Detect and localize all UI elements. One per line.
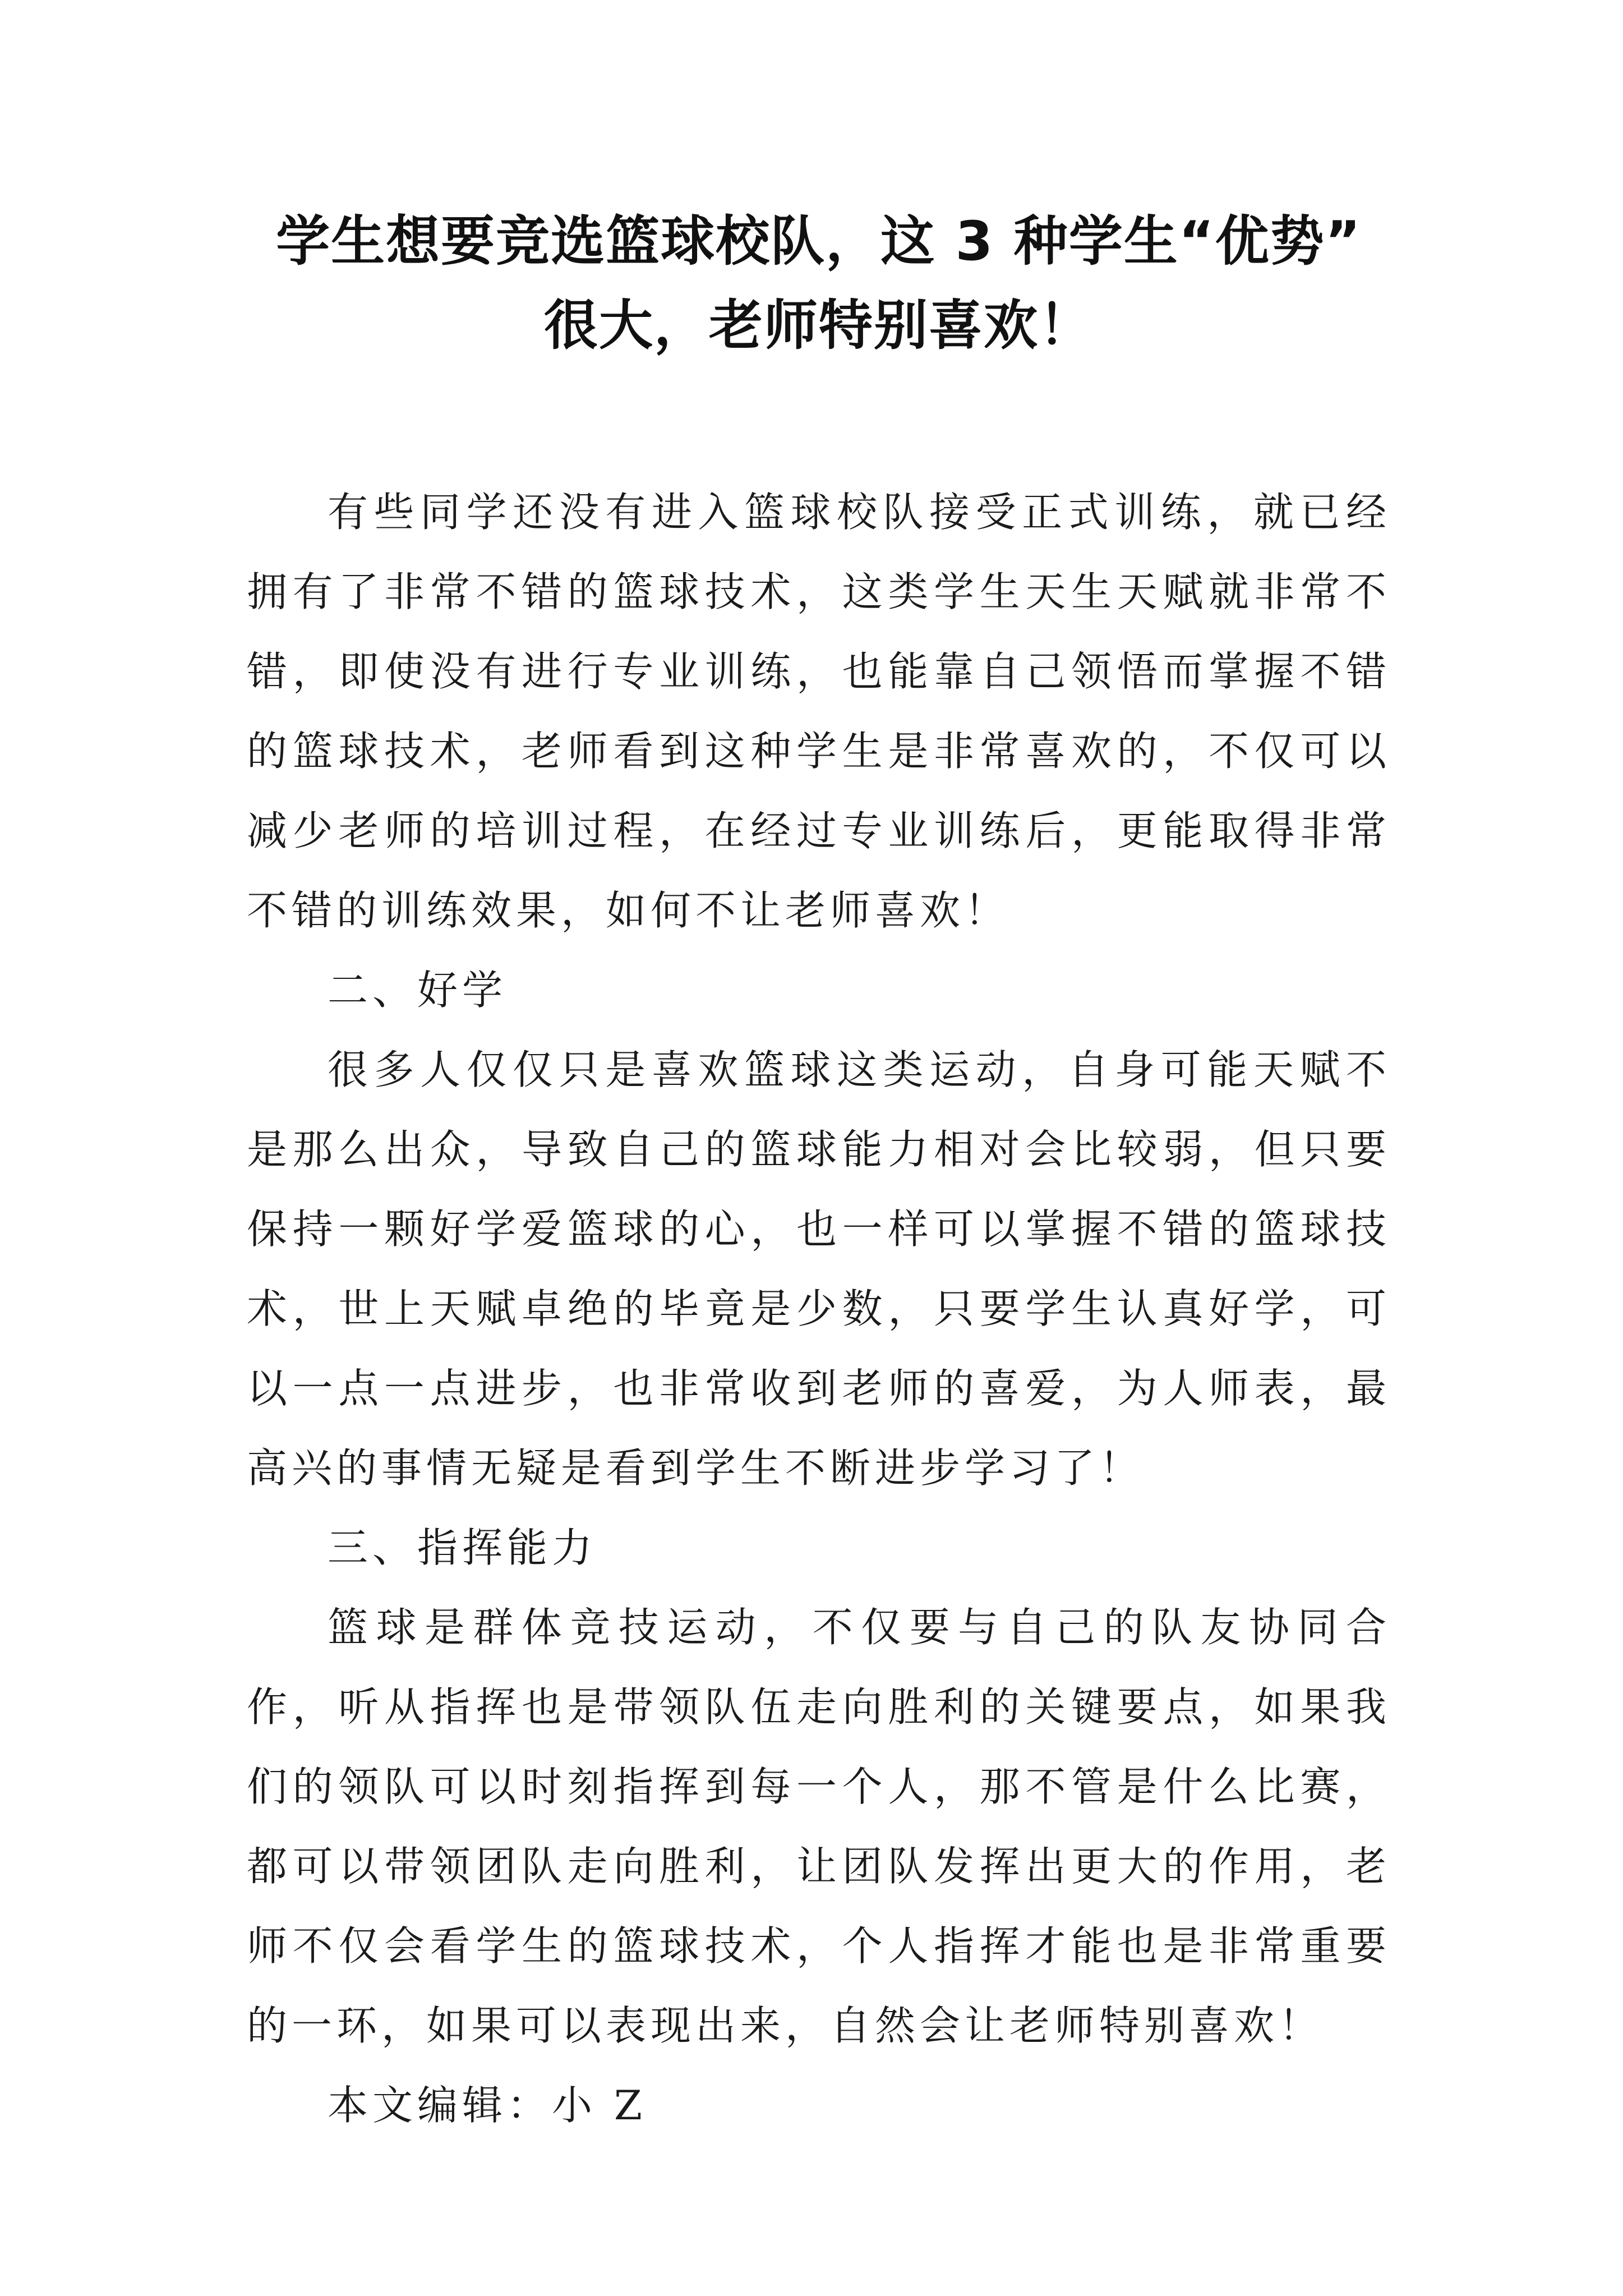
editor-credit: 本文编辑：小 Z [328, 2082, 647, 2129]
document-title [241, 199, 1396, 367]
paragraph-1: 有些同学还没有进入篮球校队接受正式训练，就已经拥有了非常不错的篮球技术，这类学生天生天赋就非常不错，即使没有进行专业训练，也能靠自己领悟而掌握不错的篮球技术，老师看到这种学生是非常喜欢的，不仅可以减少老师的培训过程，在经过专业训练后，更能取得非常不错的训练效果，如何不让老师喜欢！ [247, 489, 1391, 934]
title-line-1: 学生想要竞选篮球校队，这 3 种学生“优势” [276, 210, 1362, 273]
paragraph-3: 篮球是群体竞技运动，不仅要与自己的队友协同合作，听从指挥也是带领队伍走向胜利的关键要点，如果我们的领队可以时刻指挥到每一个人，那不管是什么比赛，都可以带领团队走向胜利，让团队发挥出更大的作用，老师不仅会看学生的篮球技术，个人指挥才能也是非常重要的一环，如果可以表现出来，自然会让老师特别喜欢！ [247, 1604, 1391, 2049]
title-line-2: 很大，老师特别喜欢！ [544, 294, 1094, 357]
paragraph-2: 很多人仅仅只是喜欢篮球这类运动，自身可能天赋不是那么出众，导致自己的篮球能力相对会比较弱，但只要保持一颗好学爱篮球的心，也一样可以掌握不错的篮球技术，世上天赋卓绝的毕竟是少数，只要学生认真好学，可以一点一点进步，也非常收到老师的喜爱，为人师表，最高兴的事情无疑是看到学生不断进步学习了！ [247, 1046, 1391, 1492]
section-heading-3: 三、指挥能力 [328, 1524, 597, 1571]
document-body [247, 472, 1391, 2145]
section-heading-2: 二、好学 [328, 967, 508, 1014]
